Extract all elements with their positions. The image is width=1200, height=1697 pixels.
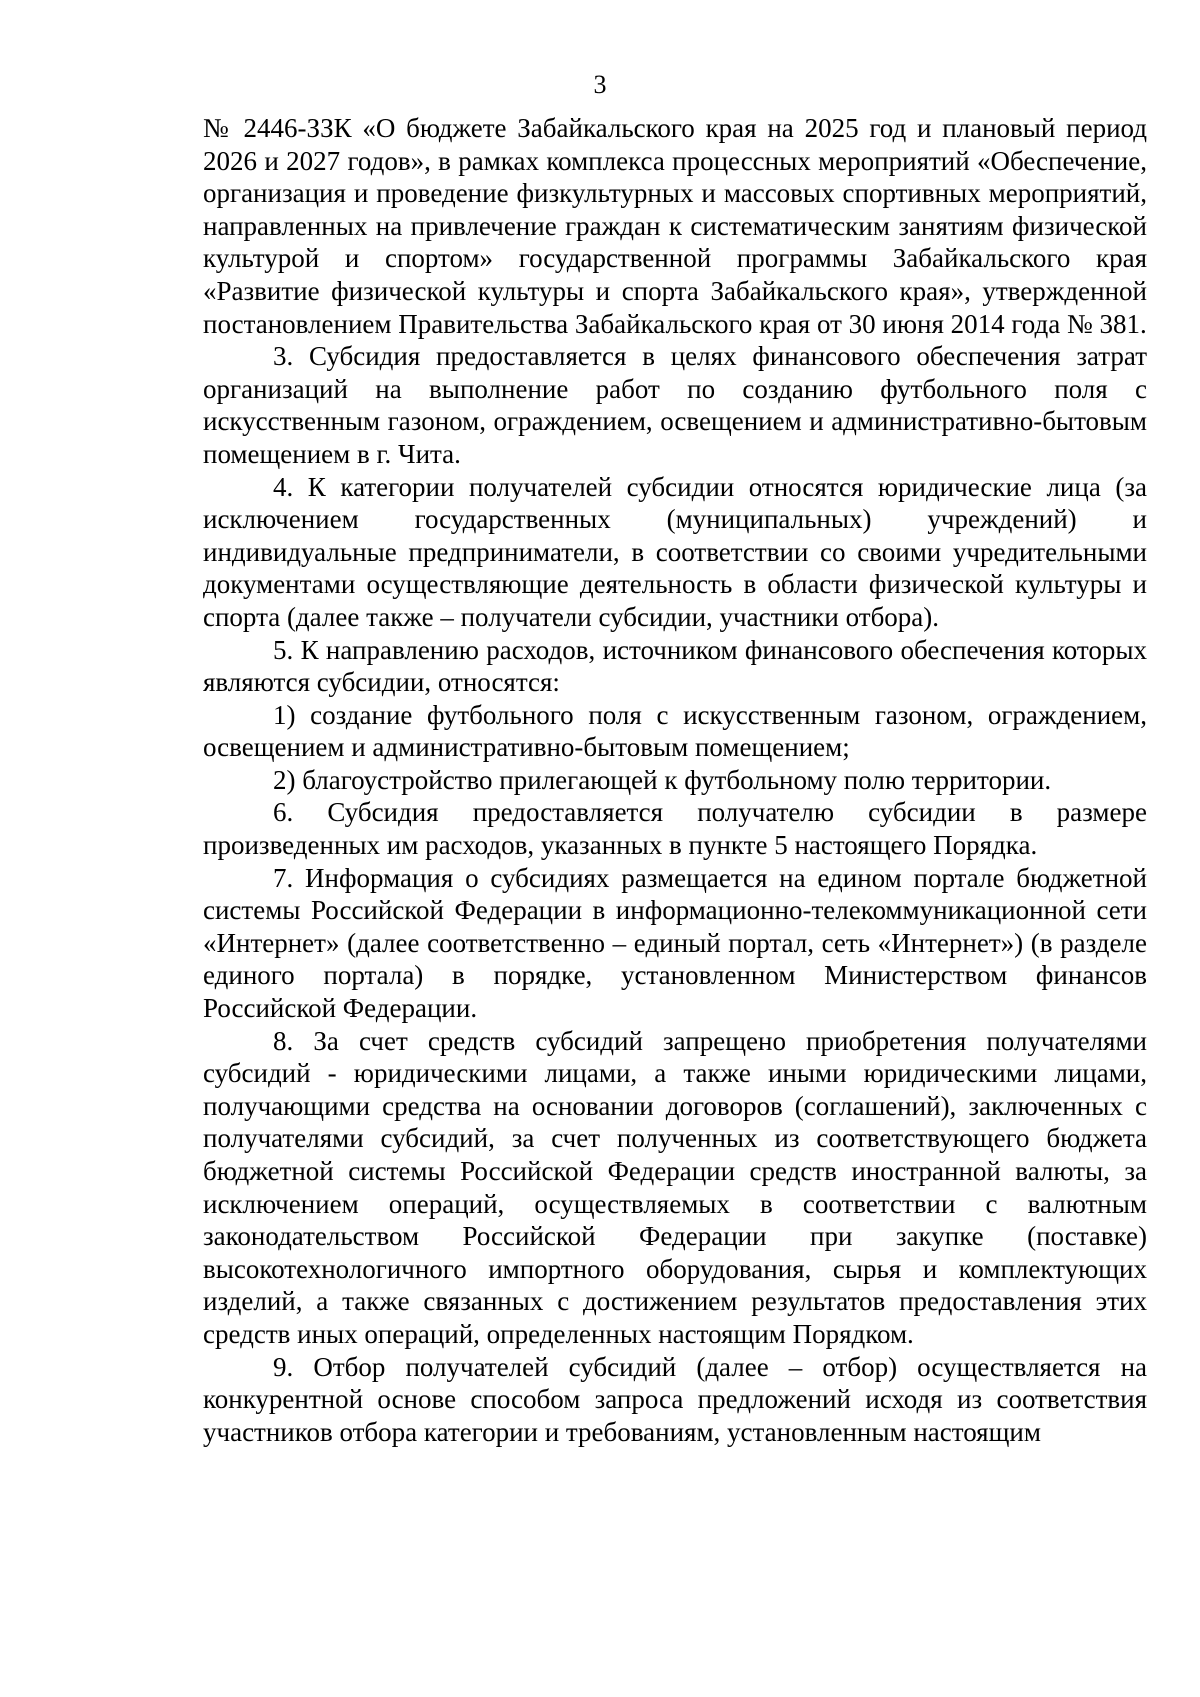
paragraph-item-5: 5. К направлению расходов, источником финансового обеспечения которых являются субсидии, относятся: (203, 634, 1147, 698)
paragraph-continuation: № 2446-ЗЗК «О бюджете Забайкальского края на 2025 год и плановый период 2026 и 2027 годов», в рамках комплекса процессных мероприятий «Обеспечение, организация и проведение физкультурных и массовых спортивных мероприятий, направленных на привлечение граждан к систематическим занятиям физической культурой и спортом» государственной программы Забайкальского края «Развитие физической культуры и спорта Забайкальского края», утвержденной постановлением Правительства Забайкальского края от 30 июня 2014 года № 381. (203, 113, 1147, 339)
paragraph-item-7: 7. Информация о субсидиях размещается на едином портале бюджетной системы Российской Федерации в информационно-телекоммуникационной сети «Интернет» (далее соответственно – единый портал, сеть «Интернет») (в разделе единого портала) в порядке, установленном Министерством финансов Российской Федерации. (203, 862, 1147, 1024)
paragraph-item-6: 6. Субсидия предоставляется получателю субсидии в размере произведенных им расходов, указанных в пункте 5 настоящего Порядка. (203, 797, 1147, 861)
document-body (203, 112, 1147, 1448)
paragraph-item-4: 4. К категории получателей субсидии относятся юридические лица (за исключением государственных (муниципальных) учреждений) и индивидуальные предприниматели, в соответствии со своими учредительными документами осуществляющие деятельность в области физической культуры и спорта (далее также – получатели субсидии, участники отбора). (203, 471, 1147, 632)
paragraph-item-8: 8. За счет средств субсидий запрещено приобретения получателями субсидий - юридическими лицами, а также иными юридическими лицами, получающими средства на основании договоров (соглашений), заключенных с получателями субсидий, за счет полученных из соответствующего бюджета бюджетной системы Российской Федерации средств иностранной валюты, за исключением операций, осуществляемых в соответствии с валютным законодательством Российской Федерации при закупке (поставке) высокотехнологичного импортного оборудования, сырья и комплектующих изделий, а также связанных с достижением результатов предоставления этих средств иных операций, определенных настоящим Порядком. (203, 1025, 1147, 1349)
paragraph-subitem-1: 1) создание футбольного поля с искусственным газоном, ограждением, освещением и административно-бытовым помещением; (203, 699, 1147, 763)
paragraph-subitem-2: 2) благоустройство прилегающей к футбольному полю территории. (273, 764, 1052, 795)
paragraph-item-3: 3. Субсидия предоставляется в целях финансового обеспечения затрат организаций на выполнение работ по созданию футбольного поля с искусственным газоном, ограждением, освещением и административно-бытовым помещением в г. Чита. (203, 341, 1147, 469)
page-number: 3 (593, 70, 607, 99)
paragraph-item-9: 9. Отбор получателей субсидий (далее – отбор) осуществляется на конкурентной основе способом запроса предложений исходя из соответствия участников отбора категории и требованиям, установленным настоящим (203, 1351, 1147, 1447)
